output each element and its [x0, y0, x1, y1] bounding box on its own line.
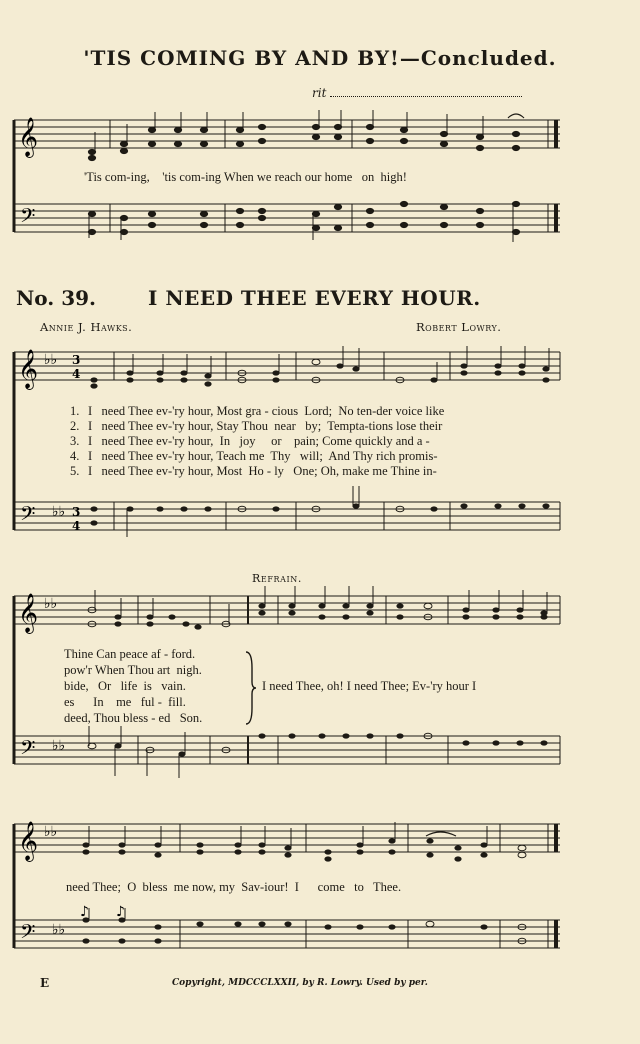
verse-3: 3. I need Thee ev-'ry hour, In joy or pain; Come quickly and a -	[70, 434, 430, 448]
time-signature-3: 3	[72, 505, 81, 519]
composer-credit: Robert Lowry.	[416, 320, 502, 334]
verse-5: 5. I need Thee ev-'ry hour, Most Ho - ly One; Oh, make me Thine in-	[70, 464, 437, 478]
ritardando-marking: rit	[312, 86, 327, 100]
verse-ending-4: es In me ful - fill.	[64, 695, 186, 709]
bass-clef-icon: 𝄢	[20, 920, 36, 948]
verse-ending-5: deed, Thou bless - ed Son.	[64, 711, 203, 725]
copyright-notice: Copyright, MDCCCLXXII, by R. Lowry. Used by per.	[172, 978, 428, 988]
page-signature: E	[40, 976, 50, 990]
verse-bracket-icon	[244, 650, 258, 726]
flat-signature-icon: ♭♭	[52, 922, 66, 938]
hymn-number: No. 39.	[16, 286, 96, 310]
time-signature-4: 4	[72, 519, 81, 533]
lyricist-credit: Annie J. Hawks.	[40, 320, 133, 334]
refrain-label: Refrain.	[252, 572, 302, 585]
verse-2: 2. I need Thee ev-'ry hour, Stay Thou near by; Tempta-tions lose their	[70, 419, 443, 433]
slur-icon	[426, 832, 456, 836]
flat-signature-icon: ♭♭	[52, 738, 66, 754]
bass-clef-icon: 𝄢	[20, 502, 36, 530]
flat-signature-icon: ♭♭	[44, 596, 58, 612]
treble-clef-icon: 𝄞	[18, 593, 39, 633]
ritardando-line	[330, 96, 522, 97]
fermata-icon	[508, 114, 524, 118]
bass-clef-icon: 𝄢	[20, 736, 36, 764]
treble-clef-icon: 𝄞	[18, 821, 39, 861]
flat-signature-icon: ♭♭	[52, 504, 66, 520]
refrain-lyric: I need Thee, oh! I need Thee; Ev-'ry hour I	[262, 679, 477, 693]
treble-clef-icon: 𝄞	[18, 349, 39, 389]
treble-clef-icon: 𝄞	[18, 117, 39, 157]
flat-signature-icon: ♭♭	[44, 352, 58, 368]
page-title: 'TIS COMING BY AND BY!—Concluded.	[83, 46, 557, 70]
time-signature-3: 3	[72, 353, 81, 367]
section1-lyric: 'Tis com-ing, 'tis com-ing When we reach our home on high!	[84, 170, 407, 184]
time-signature-4: 4	[72, 367, 81, 381]
verse-ending-1: Thine Can peace af - ford.	[64, 647, 196, 661]
bass-clef-icon: 𝄢	[20, 204, 36, 232]
verse-4: 4. I need Thee ev-'ry hour, Teach me Thy will; And Thy rich promis-	[70, 449, 438, 463]
final-lyric: need Thee; O bless me now, my Sav-iour! I come to Thee.	[66, 880, 402, 894]
hymn-title: I NEED THEE EVERY HOUR.	[148, 286, 481, 310]
verse-ending-2: pow'r When Thou art nigh.	[64, 663, 202, 677]
svg-text:♪: ♪	[116, 904, 125, 920]
verse-ending-3: bide, Or life is vain.	[64, 679, 186, 693]
svg-text:♪: ♪	[80, 904, 89, 920]
verse-1: 1. I need Thee ev-'ry hour, Most gra - cious Lord; No ten-der voice like	[70, 404, 445, 418]
flat-signature-icon: ♭♭	[44, 824, 58, 840]
